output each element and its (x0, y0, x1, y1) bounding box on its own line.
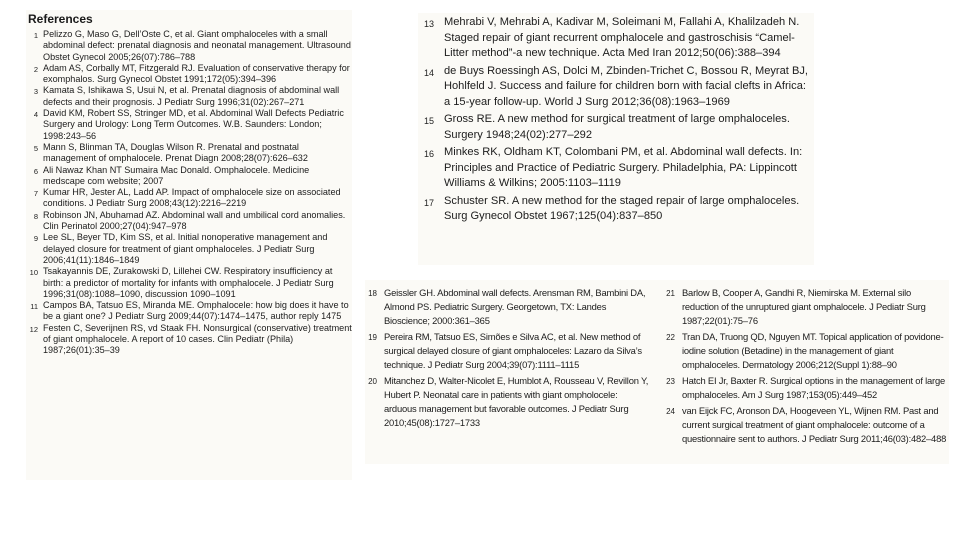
reference-text: Minkes RK, Oldham KT, Colombani PM, et al. Abdominal wall defects. In: Principles and Practice of Pediatric Surgery. Philadelphia, PA: Lippincott Williams & Wilkins; 2005:1103–1119 (444, 146, 803, 189)
reference-number: 2 (33, 64, 38, 74)
reference-number: 24 (666, 407, 675, 416)
reference-number: 5 (33, 143, 38, 153)
reference-text: Kamata S, Ishikawa S, Usui N, et al. Prenatal diagnosis of abdominal wall defects and their prognosis. J Pediatr Surg 1996;31(02):267–271 (43, 85, 340, 107)
reference-text: Tran DA, Truong QD, Nguyen MT. Topical application of povidone-iodine solution (Betadine) in the management of giant omphaloceles. Dermatology 2006;212(Suppl 1):88–90 (682, 331, 944, 370)
reference-text: Robinson JN, Abuhamad AZ. Abdominal wall and umbilical cord anomalies. Clin Perinatol 2000;27(04):947–978 (43, 209, 346, 232)
reference-item (365, 374, 651, 430)
reference-item (663, 404, 949, 446)
reference-item (418, 112, 814, 143)
reference-text: Schuster SR. A new method for the staged repair of large omphaloceles. Surg Gynecol Obstet 1967;125(04):837–850 (444, 194, 800, 222)
reference-item (663, 330, 949, 372)
reference-number: 23 (666, 377, 675, 386)
reference-text: David KM, Robert SS, Stringer MD, et al. Abdominal Wall Defects Pediatric Surgery and Urology: Long Term Outcomes. W.B. Saunders: London; 1998:243–56 (43, 108, 344, 141)
reference-item (26, 266, 352, 300)
reference-item (26, 187, 352, 210)
reference-item (26, 165, 352, 188)
reference-text: de Buys Roessingh AS, Dolci M, Zbinden-Trichet C, Bossou R, Meyrat BJ, Hohlfeld J. Success and failure for children born with facial clefts in Africa: a 15-year follow-up. World J Surg 2012;36(08):1963–1969 (444, 64, 808, 108)
reference-list-right (418, 13, 814, 225)
reference-text: Lee SL, Beyer TD, Kim SS, et al. Initial nonoperative management and delayed closure for treatment of giant omphaloceles. J Pediatr Surg 2006;41(11):1846–1849 (43, 232, 328, 265)
reference-number: 18 (368, 289, 377, 298)
reference-number: 10 (29, 268, 38, 278)
reference-number: 6 (33, 166, 38, 176)
reference-number: 22 (666, 333, 675, 342)
reference-item (365, 286, 651, 328)
reference-text: van Eijck FC, Aronson DA, Hoogeveen YL, Wijnen RM. Past and current surgical treatment of giant omphalocele: outcome of a questionnaire sent to authors. J Pediatr Surg 2011;46(03):482–488 (682, 405, 947, 444)
reference-number: 8 (33, 211, 38, 221)
reference-column-b (651, 286, 949, 448)
reference-text: Geissler GH. Abdominal wall defects. Arensman RM, Bambini DA, Almond PS. Pediatric Surgery. Georgetown, TX: Landes Bioscience; 2000:361–365 (384, 287, 646, 326)
reference-item (365, 330, 651, 372)
reference-text: Adam AS, Corbally MT, Fitzgerald RJ. Evaluation of conservative therapy for exomphalos. Surg Gynecol Obstet 1991;172(05):394–396 (43, 62, 350, 85)
reference-item (26, 142, 352, 165)
reference-text: Pelizzo G, Maso G, Dell’Oste C, et al. Giant omphaloceles with a small abdominal defect: prenatal diagnosis and neonatal management. Ultrasound Obstet Gynecol 2005;26(07):786–788 (43, 29, 351, 62)
references-heading: References (28, 12, 93, 26)
reference-number: 7 (33, 189, 38, 199)
reference-text: Pereira RM, Tatsuo ES, Simões e Silva AC, et al. New method of surgical delayed closure of giant omphaloceles: Lazaro da Silva’s technique. J Pediatr Surg 2004;39(07):1111–1115 (384, 331, 642, 370)
reference-text: Campos BA, Tatsuo ES, Miranda ME. Omphalocele: how big does it have to be a giant one? J Pediatr Surg 2009;44(07):1474–1475, author reply 1475 (43, 300, 349, 322)
reference-number: 12 (29, 324, 38, 334)
reference-number: 11 (30, 302, 38, 312)
reference-item (418, 15, 814, 62)
reference-list-left (26, 29, 352, 357)
reference-item (26, 323, 352, 357)
reference-number: 15 (423, 116, 434, 126)
reference-number: 13 (423, 19, 434, 29)
reference-number: 17 (423, 197, 434, 208)
reference-text: Kumar HR, Jester AL, Ladd AP. Impact of omphalocele size on associated conditions. J Pediatr Surg 2008;43(12):2216–2219 (43, 187, 341, 209)
reference-item (418, 64, 814, 111)
reference-text: Mann S, Blinman TA, Douglas Wilson R. Prenatal and postnatal management of omphalocele. Prenat Diagn 2008;28(07):626–632 (43, 141, 308, 164)
reference-number: 16 (423, 149, 434, 159)
reference-text: Barlow B, Cooper A, Gandhi R, Niemirska M. External silo reduction of the unruptured giant omphalocele. J Pediatr Surg 1987;22(01):75–76 (682, 287, 926, 326)
reference-number: 9 (33, 234, 38, 244)
reference-number: 19 (368, 333, 377, 342)
reference-text: Mehrabi V, Mehrabi A, Kadivar M, Soleimani M, Fallahi A, Khalilzadeh N. Staged repair of giant recurrent omphalocele and gastroschisis “Camel-Litter method”-a new technique. Acta Med Iran 2012;50(06):388–394 (444, 16, 800, 59)
references-page-left (26, 10, 352, 480)
reference-item (26, 29, 352, 63)
reference-item (26, 232, 352, 266)
reference-number: 4 (33, 110, 38, 120)
reference-number: 3 (33, 87, 38, 97)
reference-item (418, 145, 814, 192)
reference-number: 20 (368, 377, 377, 386)
reference-item (26, 108, 352, 142)
reference-item (663, 374, 949, 402)
reference-text: Festen C, Severijnen RS, vd Staak FH. Nonsurgical (conservative) treatment of giant omphalocele. A report of 10 cases. Clin Pediatr (Phila) 1987;26(01):35–39 (43, 322, 352, 356)
reference-number: 21 (666, 289, 675, 298)
reference-text: Mitanchez D, Walter-Nicolet E, Humblot A, Rousseau V, Revillon Y, Hubert P. Neonatal care in patients with giant ompholocele: arduous management but favorable outcomes. J Pediatr Surg 2010;45(08):1727–1733 (384, 375, 649, 428)
references-page-bottom (365, 280, 949, 464)
reference-text: Hatch EI Jr, Baxter R. Surgical options in the management of large omphaloceles. Am J Surg 1987;153(05):449–452 (682, 375, 945, 400)
reference-item (26, 210, 352, 233)
reference-item (663, 286, 949, 328)
reference-text: Gross RE. A new method for surgical treatment of large omphaloceles. Surgery 1948;24(02):277–292 (444, 113, 790, 141)
reference-item (418, 194, 814, 225)
reference-number: 1 (33, 31, 38, 40)
reference-text: Tsakayannis DE, Zurakowski D, Lillehei CW. Respiratory insufficiency at birth: a predictor of mortality for infants with omphalocele. J Pediatr Surg 1996;31(08):1088–1090, discussion 1090–1091 (43, 266, 334, 299)
reference-text: Ali Nawaz Khan NT Sumaira Mac Donald. Omphalocele. Medicine medscape com website; 2007 (43, 164, 310, 186)
reference-item (26, 63, 352, 86)
reference-column-a (365, 286, 651, 448)
reference-number: 14 (423, 67, 434, 78)
reference-item (26, 300, 352, 323)
references-page-right (418, 13, 814, 265)
reference-item (26, 85, 352, 108)
